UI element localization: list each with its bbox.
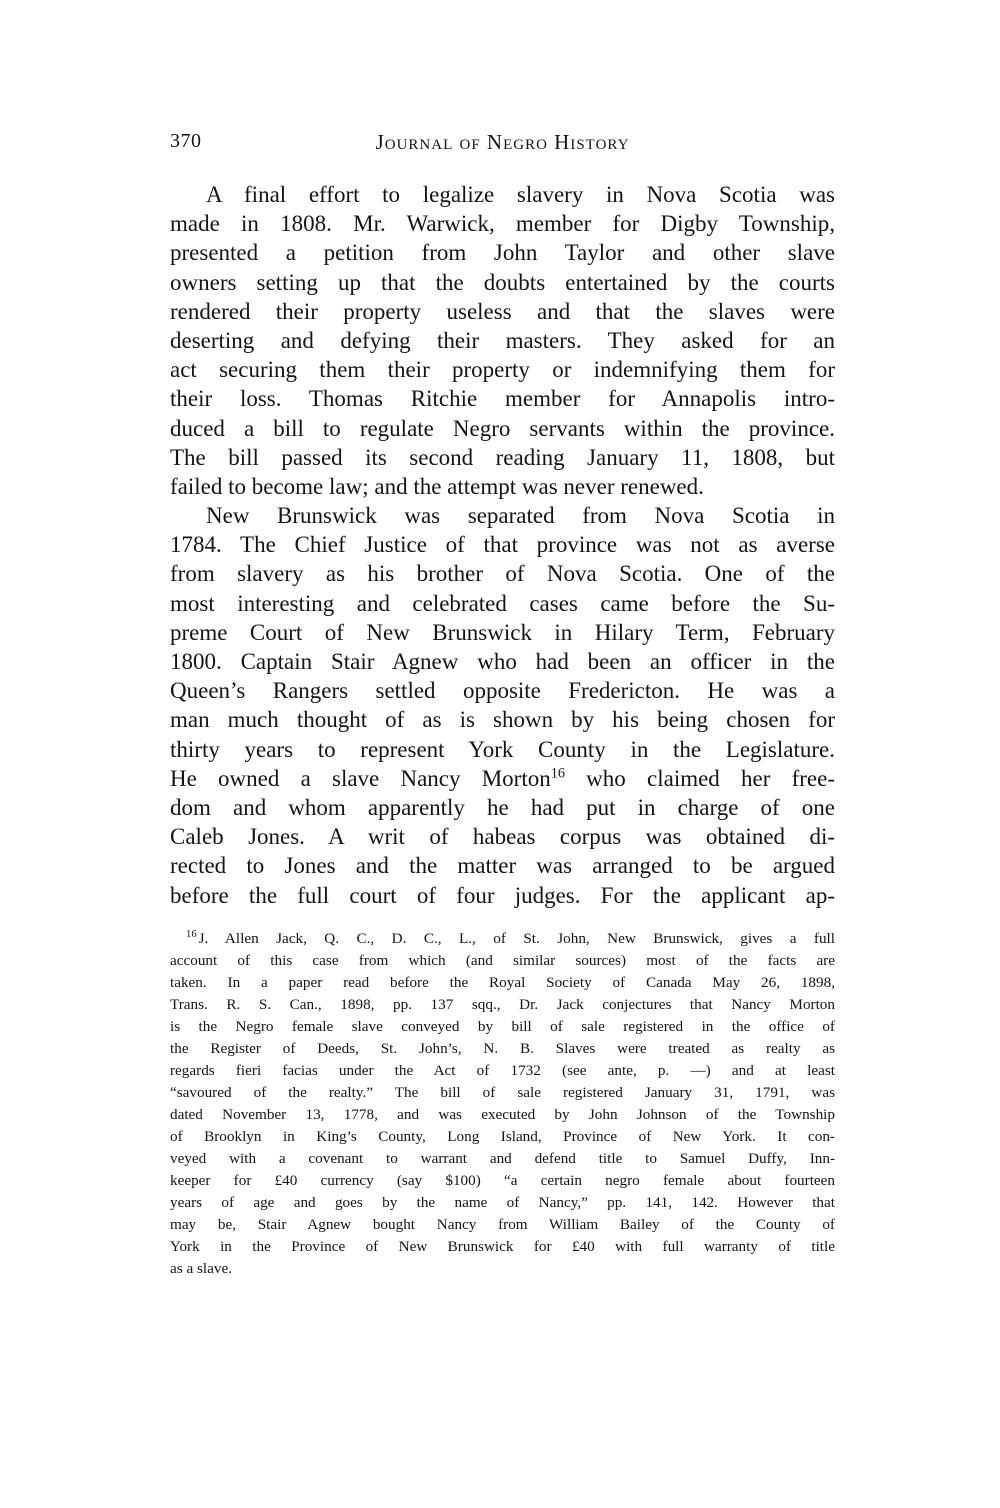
body-line: New Brunswick was separated from Nova Scotia in xyxy=(206,503,835,529)
body-line: man much thought of as is shown by his being chosen for xyxy=(170,707,835,733)
body-line: preme Court of New Brunswick in Hilary Term, February xyxy=(170,619,835,645)
body-line: dom and whom apparently he had put in charge of one xyxy=(170,794,835,820)
footnote-line: regards fieri facias under the Act of 1732 (see ante, p. —) and at least xyxy=(170,1062,835,1079)
body-line: 1800. Captain Stair Agnew who had been an officer in the xyxy=(170,649,835,674)
body-line: rected to Jones and the matter was arranged to be argued xyxy=(170,853,835,879)
running-head xyxy=(170,130,835,160)
body-line: deserting and defying their masters. They asked for an xyxy=(170,327,835,353)
body-line-tail: who claimed her free- xyxy=(564,765,835,791)
body-line: duced a bill to regulate Negro servants within the province. xyxy=(170,415,835,441)
body-line: The bill passed its second reading January 11, 1808, but xyxy=(170,444,835,470)
footnote-line: is the Negro female slave conveyed by bill of sale registered in the office of xyxy=(170,1018,835,1035)
body-line: from slavery as his brother of Nova Scotia. One of the xyxy=(170,561,835,587)
body-line: Caleb Jones. A writ of habeas corpus was obtained di- xyxy=(170,824,835,850)
body-line: presented a petition from John Taylor and other slave xyxy=(170,240,835,266)
footnote-line: keeper for £40 currency (say $100) “a certain negro female about fourteen xyxy=(170,1172,835,1189)
footnote-line: may be, Stair Agnew bought Nancy from William Bailey of the County of xyxy=(170,1216,835,1233)
body-line: owners setting up that the doubts entertained by the courts xyxy=(170,269,835,295)
footnote-line xyxy=(170,928,835,950)
footnote-line: “savoured of the realty.” The bill of sale registered January 31, 1791, was xyxy=(170,1084,835,1101)
journal-title: Journal of Negro History xyxy=(375,130,630,154)
body-line: their loss. Thomas Ritchie member for Annapolis intro- xyxy=(170,386,835,412)
footnote xyxy=(170,928,835,1280)
body-line: A final effort to legalize slavery in Nova Scotia was xyxy=(206,182,835,207)
footnote-line: dated November 13, 1778, and was executed by John Johnson of the Township xyxy=(170,1106,835,1123)
body-line: made in 1808. Mr. Warwick, member for Digby Township, xyxy=(170,211,835,237)
body-line: failed to become law; and the attempt was never renewed. xyxy=(170,473,704,499)
body-line: Queen’s Rangers settled opposite Fredericton. He was a xyxy=(170,678,835,704)
body-line-lead: He owned a slave Nancy Morton xyxy=(170,765,551,791)
page-number: 370 xyxy=(170,130,202,152)
footnote-line: account of this case from which (and similar sources) most of the facts are xyxy=(170,952,835,969)
footnote-marker: 16 xyxy=(186,928,197,940)
footnote-line: of Brooklyn in King’s County, Long Island, Province of New York. It con- xyxy=(170,1128,835,1145)
footnote-line: veyed with a covenant to warrant and defend title to Samuel Duffy, Inn- xyxy=(170,1150,835,1167)
footnote-line: York in the Province of New Brunswick for £40 with full warranty of title xyxy=(170,1238,835,1255)
footnote-line: taken. In a paper read before the Royal Society of Canada May 26, 1898, xyxy=(170,974,835,991)
body-line: 1784. The Chief Justice of that province was not as averse xyxy=(170,532,835,558)
footnote-reference: 16 xyxy=(550,765,565,782)
body-line-with-note xyxy=(170,764,835,793)
footnote-line-text: J. Allen Jack, Q. C., D. C., L., of St. John, New Brunswick, gives a full xyxy=(198,930,835,947)
body-line: before the full court of four judges. For the applicant ap- xyxy=(170,882,835,908)
body-line: act securing them their property or indemnifying them for xyxy=(170,357,835,383)
footnote-line: Trans. R. S. Can., 1898, pp. 137 sqq., Dr. Jack conjectures that Nancy Morton xyxy=(170,996,835,1013)
footnote-line: as a slave. xyxy=(170,1260,232,1277)
body-line: thirty years to represent York County in the Legislature. xyxy=(170,736,835,762)
body-text xyxy=(170,180,835,910)
footnote-line: the Register of Deeds, St. John’s, N. B. Slaves were treated as realty as xyxy=(170,1040,835,1057)
footnote-line: years of age and goes by the name of Nancy,” pp. 141, 142. However that xyxy=(170,1194,835,1211)
body-line: rendered their property useless and that the slaves were xyxy=(170,298,835,324)
body-line: most interesting and celebrated cases came before the Su- xyxy=(170,590,835,616)
